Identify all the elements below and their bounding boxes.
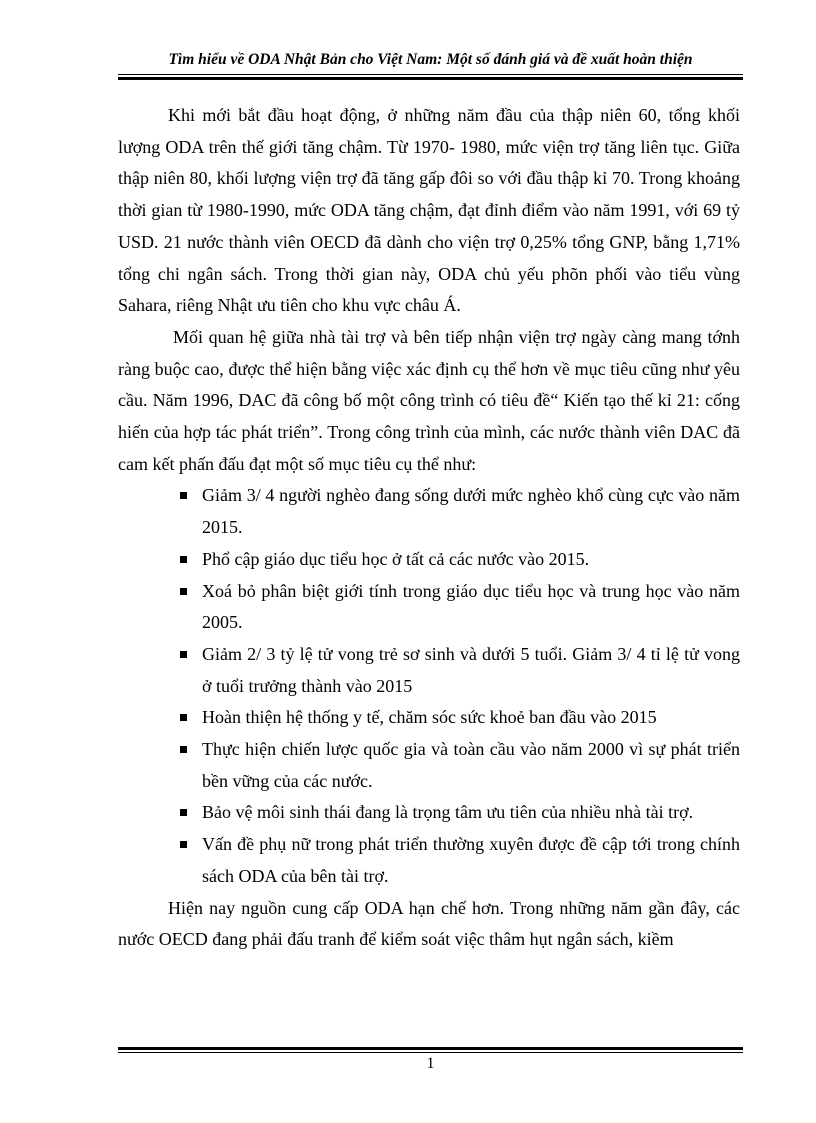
page-number: 1 — [426, 1055, 435, 1072]
bullet-square-icon — [180, 651, 187, 658]
list-item: Phổ cập giáo dục tiểu học ở tất cả các nước vào 2015. — [202, 544, 740, 576]
header-rule-thick — [118, 77, 743, 80]
bullet-square-icon — [180, 588, 187, 595]
list-item: Giảm 3/ 4 người nghèo đang sống dưới mức nghèo khổ cùng cực vào năm 2015. — [202, 480, 740, 543]
list-item: Hoàn thiện hệ thống y tế, chăm sóc sức khoẻ ban đầu vào 2015 — [202, 702, 740, 734]
objectives-list — [118, 480, 740, 892]
footer-rule-thick — [118, 1047, 743, 1050]
paragraph-2: Mối quan hệ giữa nhà tài trợ và bên tiếp nhận viện trợ ngày càng mang tớnh ràng buộc cao, được thể hiện bằng việc xác định cụ thể hơn về mục tiêu cũng như yêu cầu. Năm 1996, DAC đã công bố một công trình có tiêu đề“ Kiến tạo thế kỉ 21: cống hiến của hợp tác phát triển”. Trong công trình của mình, các nước thành viên DAC đã cam kết phấn đấu đạt một số mục tiêu cụ thể như: — [118, 326, 740, 474]
bullet-square-icon — [180, 809, 187, 816]
header-title: Tìm hiểu về ODA Nhật Bản cho Việt Nam: Một số đánh giá và đề xuất hoàn thiện — [168, 51, 693, 68]
list-item: Xoá bỏ phân biệt giới tính trong giáo dục tiểu học và trung học vào năm 2005. — [202, 576, 740, 639]
bullet-square-icon — [180, 556, 187, 563]
bullet-square-icon — [180, 714, 187, 721]
page-header — [118, 50, 743, 70]
bullet-square-icon — [180, 492, 187, 499]
bullet-square-icon — [180, 841, 187, 848]
list-item: Bảo vệ môi sinh thái đang là trọng tâm ưu tiên của nhiều nhà tài trợ. — [202, 797, 740, 829]
list-item: Vấn đề phụ nữ trong phát triển thường xuyên được đề cập tới trong chính sách ODA của bên tài trợ. — [202, 829, 740, 892]
paragraph-1: Khi mới bắt đầu hoạt động, ở những năm đầu của thập niên 60, tổng khối lượng ODA trên thế giới tăng chậm. Từ 1970- 1980, mức viện trợ tăng liên tục. Giữa thập niên 80, khối lượng viện trợ đã tăng gấp đôi so với đầu thập kỉ 70. Trong khoảng thời gian từ 1980-1990, mức ODA tăng chậm, đạt đỉnh điểm vào năm 1991, với 69 tỷ USD. 21 nước thành viên OECD đã dành cho viện trợ 0,25% tổng GNP, bằng 1,71% tổng chi ngân sách. Trong thời gian này, ODA chủ yếu phõn phối vào tiểu vùng Sahara, riêng Nhật ưu tiên cho khu vực châu Á. — [118, 105, 740, 316]
list-item: Thực hiện chiến lược quốc gia và toàn cầu vào năm 2000 vì sự phát triển bền vững của các nước. — [202, 734, 740, 797]
list-item: Giảm 2/ 3 tỷ lệ tử vong trẻ sơ sinh và dưới 5 tuổi. Giảm 3/ 4 tỉ lệ tử vong ở tuổi trưởng thành vào 2015 — [202, 639, 740, 702]
header-rule-thin — [118, 74, 743, 75]
footer-rule-thin — [118, 1052, 743, 1053]
paragraph-3: Hiện nay nguồn cung cấp ODA hạn chế hơn. Trong những năm gần đây, các nước OECD đang phải đấu tranh để kiểm soát việc thâm hụt ngân sách, kiềm — [118, 897, 740, 950]
document-body — [118, 100, 740, 956]
bullet-square-icon — [180, 746, 187, 753]
